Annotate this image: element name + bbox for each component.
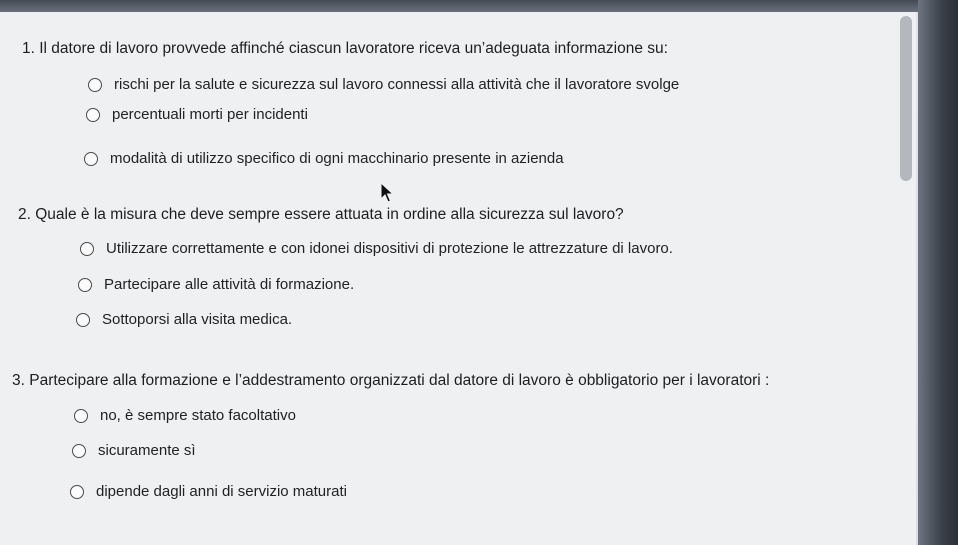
option-label: rischi per la salute e sicurezza sul lavoro connessi alla attività che il lavoratore svolge — [114, 76, 680, 93]
monitor-bezel-top — [0, 0, 958, 12]
vertical-scrollbar[interactable] — [900, 16, 912, 181]
question-1-option-1[interactable] — [88, 76, 679, 93]
option-label: dipende dagli anni di servizio maturati — [96, 483, 347, 500]
radio-unchecked-icon[interactable] — [78, 278, 92, 292]
radio-unchecked-icon[interactable] — [70, 485, 84, 499]
radio-unchecked-icon[interactable] — [76, 313, 90, 327]
question-3-option-3[interactable] — [70, 483, 347, 500]
question-2-title: 2. Quale è la misura che deve sempre essere attuata in ordine alla sicurezza sul lavoro? — [18, 206, 624, 223]
question-3-option-1[interactable] — [74, 407, 296, 424]
question-1-option-3[interactable] — [84, 150, 564, 167]
radio-unchecked-icon[interactable] — [74, 409, 88, 423]
question-2-option-2[interactable] — [78, 276, 354, 293]
option-label: Partecipare alle attività di formazione. — [104, 276, 355, 293]
radio-unchecked-icon[interactable] — [80, 242, 94, 256]
option-label: sicuramente sì — [98, 442, 196, 459]
option-label: Utilizzare correttamente e con idonei dispositivi di protezione le attrezzature di lavoro. — [106, 240, 673, 257]
question-3-option-2[interactable] — [72, 442, 196, 459]
radio-unchecked-icon[interactable] — [86, 108, 100, 122]
question-2-option-3[interactable] — [76, 311, 292, 328]
radio-unchecked-icon[interactable] — [72, 444, 86, 458]
monitor-bezel-right — [918, 0, 958, 545]
question-3-title: 3. Partecipare alla formazione e l’addestramento organizzati dal datore di lavoro è obbligatorio per i lavoratori : — [12, 372, 770, 389]
option-label: modalità di utilizzo specifico di ogni macchinario presente in azienda — [110, 150, 564, 167]
question-1-option-2[interactable] — [86, 106, 308, 123]
option-label: Sottoporsi alla visita medica. — [102, 311, 293, 328]
question-1-title: 1. Il datore di lavoro provvede affinché ciascun lavoratore riceva un’adeguata informazione su: — [22, 40, 668, 57]
radio-unchecked-icon[interactable] — [88, 78, 102, 92]
option-label: percentuali morti per incidenti — [112, 106, 308, 123]
radio-unchecked-icon[interactable] — [84, 152, 98, 166]
mouse-pointer-arrow-icon — [380, 182, 396, 204]
option-label: no, è sempre stato facoltativo — [100, 407, 296, 424]
question-2-option-1[interactable] — [80, 240, 673, 257]
